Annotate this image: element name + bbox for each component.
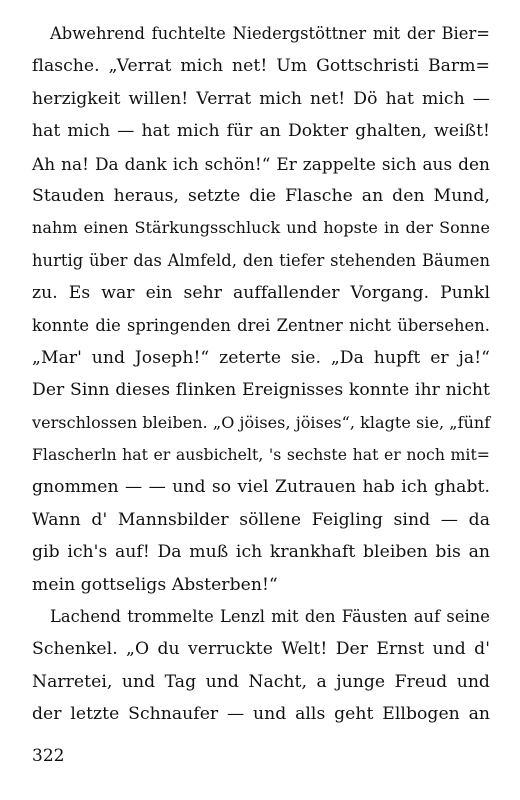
text-line: flasche. „Verrat mich net! Um Gottschristi Barm= xyxy=(32,56,490,77)
paragraph-1 xyxy=(32,18,490,601)
text-line: der letzte Schnaufer — und alls geht Ellbogen an xyxy=(32,704,490,725)
text-line: Lachend trommelte Lenzl mit den Fäusten auf seine xyxy=(50,607,490,627)
text-line: „Mar' und Joseph!“ zeterte sie. „Da hupft er ja!“ xyxy=(32,347,490,368)
text-line: hat mich — hat mich für an Dokter ghalten, weißt! xyxy=(32,121,490,142)
text-line: Ah na! Da dank ich schön!“ Er zappelte sich aus den xyxy=(32,153,490,174)
page-number: 322 xyxy=(32,746,65,766)
text-line: mein gottseligs Absterben!“ xyxy=(32,574,278,595)
text-line: Der Sinn dieses flinken Ereignisses konnte ihr nicht xyxy=(32,380,490,401)
text-line: gnommen — — und so viel Zutrauen hab ich ghabt. xyxy=(32,477,490,498)
text-line: Flascherln hat er ausbichelt, 's sechste hat er noch mit= xyxy=(32,445,490,465)
text-line: Wann d' Mannsbilder söllene Feigling sind — da xyxy=(32,509,490,530)
text-line: verschlossen bleiben. „O jöises, jöises“, klagte sie, „fünf xyxy=(32,412,491,432)
text-line: hurtig über das Almfeld, den tiefer stehenden Bäumen xyxy=(32,250,490,270)
text-line: zu. Es war ein sehr auffallender Vorgang. Punkl xyxy=(32,283,490,304)
text-line: gib ich's auf! Da muß ich krankhaft bleiben bis an xyxy=(32,542,490,563)
paragraph-2 xyxy=(32,601,490,731)
text-line: Narretei, und Tag und Nacht, a junge Freud und xyxy=(32,671,490,692)
page-text xyxy=(32,18,490,731)
text-line: nahm einen Stärkungsschluck und hopste in der Sonne xyxy=(32,218,490,238)
text-line: Abwehrend fuchtelte Niedergstöttner mit der Bier= xyxy=(50,24,490,43)
text-line: Stauden heraus, setzte die Flasche an den Mund, xyxy=(32,185,490,206)
text-line: herzigkeit willen! Verrat mich net! Dö hat mich — xyxy=(32,88,490,109)
text-line: Schenkel. „O du verruckte Welt! Der Ernst und d' xyxy=(32,639,490,660)
text-line: konnte die springenden drei Zentner nicht übersehen. xyxy=(32,315,490,335)
